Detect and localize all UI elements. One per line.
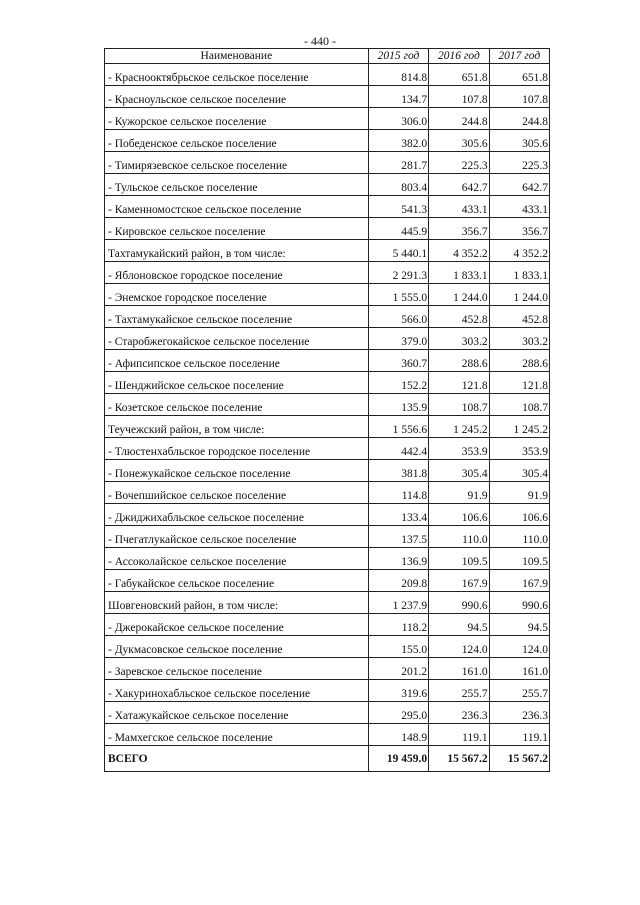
- value-2016: 225.3: [429, 152, 489, 174]
- value-2017: 651.8: [489, 64, 549, 86]
- table-row: [105, 526, 550, 548]
- row-name: - Тахтамукайское сельское поселение: [105, 306, 369, 328]
- row-name: - Тульское сельское поселение: [105, 174, 369, 196]
- value-2017: 356.7: [489, 218, 549, 240]
- value-2016: 642.7: [429, 174, 489, 196]
- value-2015: 319.6: [368, 680, 428, 702]
- header-2017: 2017 год: [489, 49, 549, 64]
- value-2016: 303.2: [429, 328, 489, 350]
- value-2015: 118.2: [368, 614, 428, 636]
- value-2016: 244.8: [429, 108, 489, 130]
- value-2017: 94.5: [489, 614, 549, 636]
- value-2017: 161.0: [489, 658, 549, 680]
- row-name: - Победенское сельское поселение: [105, 130, 369, 152]
- value-2015: 152.2: [368, 372, 428, 394]
- value-2016: 305.4: [429, 460, 489, 482]
- row-name: - Габукайское сельское поселение: [105, 570, 369, 592]
- value-2015: 2 291.3: [368, 262, 428, 284]
- row-name: Теучежский район, в том числе:: [105, 416, 369, 438]
- value-2017: 305.6: [489, 130, 549, 152]
- value-2015: 445.9: [368, 218, 428, 240]
- value-2017: 303.2: [489, 328, 549, 350]
- value-2016: 305.6: [429, 130, 489, 152]
- value-2016: 167.9: [429, 570, 489, 592]
- row-name: - Энемское городское поселение: [105, 284, 369, 306]
- header-name: Наименование: [105, 49, 369, 64]
- row-name: Шовгеновский район, в том числе:: [105, 592, 369, 614]
- value-2015: 541.3: [368, 196, 428, 218]
- row-name: - Ассоколайское сельское поселение: [105, 548, 369, 570]
- value-2015: 135.9: [368, 394, 428, 416]
- header-2016: 2016 год: [429, 49, 489, 64]
- table-row: [105, 64, 550, 86]
- total-2016: 15 567.2: [429, 746, 489, 772]
- row-name: Тахтамукайский район, в том числе:: [105, 240, 369, 262]
- table-row: [105, 570, 550, 592]
- value-2016: 651.8: [429, 64, 489, 86]
- value-2017: 119.1: [489, 724, 549, 746]
- row-name: - Яблоновское городское поселение: [105, 262, 369, 284]
- value-2016: 288.6: [429, 350, 489, 372]
- value-2015: 442.4: [368, 438, 428, 460]
- value-2016: 255.7: [429, 680, 489, 702]
- value-2017: 91.9: [489, 482, 549, 504]
- table-row: [105, 284, 550, 306]
- value-2015: 566.0: [368, 306, 428, 328]
- table-row: [105, 372, 550, 394]
- table-row: [105, 152, 550, 174]
- total-2015: 19 459.0: [368, 746, 428, 772]
- budget-table: [104, 48, 550, 772]
- table-row: [105, 306, 550, 328]
- table-row: [105, 262, 550, 284]
- table-row: [105, 108, 550, 130]
- value-2017: 167.9: [489, 570, 549, 592]
- value-2016: 94.5: [429, 614, 489, 636]
- row-name: - Заревское сельское поселение: [105, 658, 369, 680]
- value-2017: 108.7: [489, 394, 549, 416]
- row-name: - Красноульское сельское поселение: [105, 86, 369, 108]
- value-2015: 803.4: [368, 174, 428, 196]
- value-2017: 353.9: [489, 438, 549, 460]
- value-2016: 4 352.2: [429, 240, 489, 262]
- value-2015: 134.7: [368, 86, 428, 108]
- table-row: [105, 174, 550, 196]
- total-2017: 15 567.2: [489, 746, 549, 772]
- value-2016: 161.0: [429, 658, 489, 680]
- value-2016: 990.6: [429, 592, 489, 614]
- value-2017: 1 245.2: [489, 416, 549, 438]
- row-name: - Тлюстенхабльское городское поселение: [105, 438, 369, 460]
- value-2017: 990.6: [489, 592, 549, 614]
- row-name: - Козетское сельское поселение: [105, 394, 369, 416]
- value-2016: 1 244.0: [429, 284, 489, 306]
- value-2017: 255.7: [489, 680, 549, 702]
- page-number: - 440 -: [304, 34, 336, 48]
- row-name: - Каменномостское сельское поселение: [105, 196, 369, 218]
- table-body: [105, 64, 550, 772]
- value-2015: 382.0: [368, 130, 428, 152]
- table-row: [105, 350, 550, 372]
- value-2015: 295.0: [368, 702, 428, 724]
- table-row: [105, 196, 550, 218]
- value-2017: 4 352.2: [489, 240, 549, 262]
- row-name: - Вочепшийское сельское поселение: [105, 482, 369, 504]
- value-2015: 114.8: [368, 482, 428, 504]
- row-name: - Понежукайское сельское поселение: [105, 460, 369, 482]
- row-name: - Кировское сельское поселение: [105, 218, 369, 240]
- value-2016: 1 833.1: [429, 262, 489, 284]
- value-2015: 137.5: [368, 526, 428, 548]
- row-name: - Старобжегокайское сельское поселение: [105, 328, 369, 350]
- table-row: [105, 86, 550, 108]
- table-row: [105, 636, 550, 658]
- value-2015: 155.0: [368, 636, 428, 658]
- value-2017: 225.3: [489, 152, 549, 174]
- value-2017: 452.8: [489, 306, 549, 328]
- value-2015: 1 556.6: [368, 416, 428, 438]
- row-name: - Пчегатлукайское сельское поселение: [105, 526, 369, 548]
- value-2017: 244.8: [489, 108, 549, 130]
- value-2015: 814.8: [368, 64, 428, 86]
- total-row: [105, 746, 550, 772]
- value-2015: 209.8: [368, 570, 428, 592]
- value-2015: 306.0: [368, 108, 428, 130]
- value-2016: 452.8: [429, 306, 489, 328]
- table-row: [105, 702, 550, 724]
- value-2017: 642.7: [489, 174, 549, 196]
- table-row: [105, 130, 550, 152]
- value-2016: 119.1: [429, 724, 489, 746]
- value-2017: 1 833.1: [489, 262, 549, 284]
- value-2016: 121.8: [429, 372, 489, 394]
- table-header: [105, 49, 550, 64]
- row-name: - Афипсипское сельское поселение: [105, 350, 369, 372]
- value-2015: 133.4: [368, 504, 428, 526]
- value-2016: 353.9: [429, 438, 489, 460]
- table-row: [105, 680, 550, 702]
- table-row: [105, 724, 550, 746]
- table-row: [105, 328, 550, 350]
- value-2017: 236.3: [489, 702, 549, 724]
- row-name: - Кужорское сельское поселение: [105, 108, 369, 130]
- row-name: - Хатажукайское сельское поселение: [105, 702, 369, 724]
- value-2016: 356.7: [429, 218, 489, 240]
- header-2015: 2015 год: [368, 49, 428, 64]
- table-row: [105, 658, 550, 680]
- value-2017: 433.1: [489, 196, 549, 218]
- value-2015: 381.8: [368, 460, 428, 482]
- value-2017: 109.5: [489, 548, 549, 570]
- value-2017: 305.4: [489, 460, 549, 482]
- row-name: - Мамхегское сельское поселение: [105, 724, 369, 746]
- value-2015: 360.7: [368, 350, 428, 372]
- value-2016: 109.5: [429, 548, 489, 570]
- value-2017: 107.8: [489, 86, 549, 108]
- table-row: [105, 592, 550, 614]
- table-row: [105, 438, 550, 460]
- row-name: - Краснооктябрьское сельское поселение: [105, 64, 369, 86]
- value-2017: 1 244.0: [489, 284, 549, 306]
- value-2015: 136.9: [368, 548, 428, 570]
- table-row: [105, 548, 550, 570]
- value-2016: 236.3: [429, 702, 489, 724]
- table-row: [105, 482, 550, 504]
- value-2016: 433.1: [429, 196, 489, 218]
- table-row: [105, 416, 550, 438]
- value-2017: 121.8: [489, 372, 549, 394]
- table-row: [105, 240, 550, 262]
- value-2017: 288.6: [489, 350, 549, 372]
- value-2015: 281.7: [368, 152, 428, 174]
- value-2016: 91.9: [429, 482, 489, 504]
- row-name: - Джерокайское сельское поселение: [105, 614, 369, 636]
- total-label: ВСЕГО: [105, 746, 369, 772]
- row-name: - Шенджийское сельское поселение: [105, 372, 369, 394]
- table-row: [105, 504, 550, 526]
- table-row: [105, 394, 550, 416]
- row-name: - Хакуринохабльское сельское поселение: [105, 680, 369, 702]
- value-2015: 148.9: [368, 724, 428, 746]
- value-2017: 106.6: [489, 504, 549, 526]
- value-2017: 110.0: [489, 526, 549, 548]
- value-2017: 124.0: [489, 636, 549, 658]
- value-2016: 108.7: [429, 394, 489, 416]
- row-name: - Джиджихабльское сельское поселение: [105, 504, 369, 526]
- value-2016: 106.6: [429, 504, 489, 526]
- row-name: - Дукмасовское сельское поселение: [105, 636, 369, 658]
- table-row: [105, 460, 550, 482]
- value-2015: 379.0: [368, 328, 428, 350]
- value-2016: 107.8: [429, 86, 489, 108]
- table-row: [105, 614, 550, 636]
- value-2016: 124.0: [429, 636, 489, 658]
- value-2015: 1 555.0: [368, 284, 428, 306]
- value-2015: 201.2: [368, 658, 428, 680]
- value-2016: 110.0: [429, 526, 489, 548]
- row-name: - Тимирязевское сельское поселение: [105, 152, 369, 174]
- value-2015: 1 237.9: [368, 592, 428, 614]
- table-row: [105, 218, 550, 240]
- value-2015: 5 440.1: [368, 240, 428, 262]
- value-2016: 1 245.2: [429, 416, 489, 438]
